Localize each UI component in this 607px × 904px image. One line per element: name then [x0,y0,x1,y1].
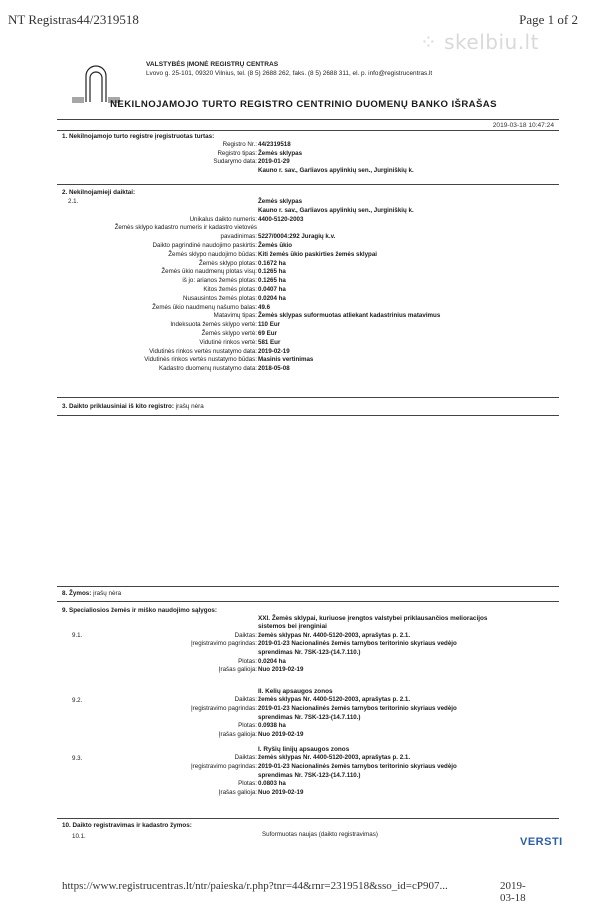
footer-date: 2019-03-18 [500,880,526,904]
field-value: 2019-01-23 Nacionalinės žemės tarnybos teritorinio skyriaus vedėjo [258,763,457,770]
field-value: 2019-01-29 [258,158,290,166]
field-row [0,705,607,713]
field-label: Plotas: [238,722,257,730]
field-label: Žemės ūkio naudmenų plotas visų: [161,268,257,276]
field-row [0,150,607,158]
field-row [0,731,607,739]
field-label: Įregistravimo pagrindas: [190,640,257,648]
section-8 [62,590,121,597]
section-3-value: įrašų nėra [175,403,204,410]
field-label: Daikto pagrindinė naudojimo paskirtis: [152,242,257,249]
section-3 [62,403,204,410]
divider [57,397,559,398]
field-label: Nusausintos žemės plotas: [183,294,257,302]
field-value: Kauno r. sav., Garliavos apylinkių sen., Jurginiškių k. [258,206,414,214]
field-label: Plotas: [238,780,257,788]
field-row [0,251,607,259]
field-row [0,321,607,329]
field-value: 2019-02-19 [258,347,290,355]
field-value: žemės sklypas Nr. 4400-5120-2003, aprašytas p. 2.1. [258,631,411,639]
field-label: Daiktas: [234,696,257,704]
field-row [0,356,607,364]
field-row [0,268,607,276]
field-row [0,198,607,206]
field-value: 0.0204 ha [258,294,286,302]
field-row [0,295,607,303]
field-value: Žemės sklypas [258,198,303,205]
field-value: 110 Eur [258,321,281,329]
timestamp: 2019-03-18 10:47:24 [492,122,554,129]
field-row [0,666,607,674]
field-value: Kiti žemės ūkio paskirties žemės sklypai [258,250,377,258]
field-row [0,754,607,762]
field-value: 2018-05-08 [258,365,290,373]
field-value: 2019-01-23 Nacionalinės žemės tarnybos teritorinio skyriaus vedėjo [258,705,457,712]
field-value: Masinis vertinimas [258,356,314,364]
field-row [0,304,607,312]
field-row [0,330,607,338]
print-header-page: Page 1 of 2 [519,12,578,27]
item-number: 9.2. [72,697,83,704]
print-footer [62,880,526,904]
section-1-title: 1. Nekilnojamojo turto registre įregistruotas turtas: [62,133,215,140]
field-label: Sudarymo data: [213,158,257,166]
field-value: Žemės sklypas suformuotas atliekant kadastrinius matavimus [258,312,441,320]
field-label: Unikalus daikto numeris: [189,215,257,223]
field-label: Registro tipas: [217,149,257,157]
field-value: 4400-5120-2003 [258,215,304,223]
field-label: iš jo: arianos žemės plotas: [182,277,257,285]
field-value: 69 Eur [258,330,277,337]
field-value: Kauno r. sav., Garliavos apylinkių sen., Jurginiškių k. [258,166,414,174]
field-row [0,158,607,166]
field-value: Žemės sklypas [258,149,303,157]
org-name: VALSTYBĖS ĮMONĖ REGISTRŲ CENTRAS [146,61,279,68]
field-row [0,649,607,657]
field-label: Įrašas galioja: [218,666,257,674]
field-value: 0.0803 ha [258,780,286,788]
field-value: Žemės ūkio [258,242,293,249]
field-label: Žemės sklypo naudojimo būdas: [168,250,257,258]
item-number: 9.3. [72,755,83,762]
divider [57,184,559,185]
field-value: Nuo 2019-02-19 [258,666,304,674]
field-value: 5227/0004:292 Juragių k.v. [258,233,336,241]
org-address: Lvovo g. 25-101, 09320 Vilnius, tel. (8 5) 2688 262, faks. (8 5) 2688 311, el. p. info@registrucentras.lt [146,70,433,77]
field-value: sprendimas Nr. 7SK-123-(14.7.110.) [258,713,361,721]
field-label: Žemės ūkio naudmenų našumo balas: [152,303,257,311]
field-label: Įrašas galioja: [218,788,257,796]
field-label: Kitos žemės plotas: [203,286,257,293]
field-label: Vidutinės rinkos vertės nustatymo data: [149,347,257,355]
field-label: Vidutinė rinkos vertė: [199,338,257,346]
field-value: 0.0204 ha [258,657,286,665]
field-value: 0.0938 ha [258,722,286,730]
field-label: Registro Nr.: [222,141,257,148]
field-value: 581 Eur [258,338,281,346]
field-row [0,640,607,648]
field-label: pavadinimas: [220,233,257,241]
field-row [0,216,607,224]
field-row [0,714,607,722]
field-row [0,348,607,356]
field-row [0,632,607,640]
divider [57,130,559,131]
field-row [0,207,607,215]
item-number: 9.1. [72,632,83,639]
section-9-title: 9. Specialiosios žemės ir miško naudojimo sąlygos: [62,607,218,614]
field-row [0,789,607,797]
item-number: 10.1. [72,833,86,840]
section-3-title: 3. Daikto priklausiniai iš kito registro: [62,403,174,410]
field-value: 49.6 [258,303,271,311]
footer-url: https://www.registrucentras.lt/ntr/paieska/r.php?tnr=44&rnr=2319518&sso_id=cP907... [62,880,448,892]
field-row [0,772,607,780]
field-value: 0.1265 ha [258,277,286,285]
field-label: Žemės sklypo plotas: [198,259,257,267]
field-value: žemės sklypas Nr. 4400-5120-2003, aprašytas p. 2.1. [258,696,411,704]
field-label: Įregistravimo pagrindas: [190,763,257,770]
translate-button[interactable]: VERSTI [520,836,563,848]
field-label: Indeksuota žemės sklypo vertė: [170,321,257,329]
condition-heading: II. Kelių apsaugos zonos [258,688,333,695]
section-2-title: 2. Nekilnojamieji daiktai: [62,189,136,196]
field-label: Įrašas galioja: [218,730,257,738]
org-header [146,60,432,78]
field-label: Kadastro duomenų nustatymo data: [158,365,257,373]
section-10-title: 10. Daikto registravimas ir kadastro žymos: [62,822,192,829]
section-8-title: 8. Žymos: [62,590,92,597]
field-row [0,696,607,704]
divider [57,586,559,587]
field-row [0,167,607,175]
divider [57,415,559,416]
field-label: Žemės sklypo vertė: [201,330,257,337]
field-value: 0.1672 ha [258,259,286,267]
field-row [0,141,607,149]
field-value: 44/2319518 [258,141,291,148]
field-row [0,277,607,285]
field-row [0,339,607,347]
field-label: Daiktas: [234,754,257,762]
watermark: ⁘ skelbiu.lt [420,30,539,54]
print-header-title: NT Registras44/2319518 [8,12,139,27]
field-row [0,312,607,320]
field-row [0,780,607,788]
field-label: Matavimų tipas: [213,312,257,320]
field-value: 0.1265 ha [258,268,286,276]
section-10-value: Suformuotas naujas (daikto registravimas) [262,831,378,838]
field-row [0,658,607,666]
divider [57,119,559,120]
condition-heading: XXI. Žemės sklypai, kuriuose įrengtos valstybei priklausančios melioracijos [258,615,488,622]
field-label: Žemės sklypo kadastro numeris ir kadastro vietovės [114,224,257,232]
field-value: sprendimas Nr. 7SK-123-(14.7.110.) [258,649,361,656]
field-value: 0.0407 ha [258,286,286,293]
field-label: Plotas: [238,657,257,665]
condition-heading: sistemos bei įrenginiai [258,623,327,631]
divider [57,601,559,602]
field-value: Nuo 2019-02-19 [258,788,304,796]
field-row [0,763,607,771]
field-row [0,365,607,373]
field-row [0,224,607,232]
field-label: Vidutinės rinkos vertės nustatymo būdas: [144,356,257,364]
field-row [0,260,607,268]
divider [57,818,559,819]
condition-heading: I. Ryšių linijų apsaugos zonos [258,746,350,753]
item-number: 2.1. [68,198,79,205]
document-title: NEKILNOJAMOJO TURTO REGISTRO CENTRINIO DUOMENŲ BANKO IŠRAŠAS [110,99,497,110]
field-label: Įregistravimo pagrindas: [190,705,257,712]
field-value: sprendimas Nr. 7SK-123-(14.7.110.) [258,771,361,779]
field-value: žemės sklypas Nr. 4400-5120-2003, aprašytas p. 2.1. [258,754,411,762]
field-label: Daiktas: [234,631,257,639]
field-row [0,286,607,294]
section-8-value: įrašų nėra [93,590,122,597]
field-row [0,242,607,250]
field-row [0,233,607,241]
field-value: 2019-01-23 Nacionalinės žemės tarnybos teritorinio skyriaus vedėjo [258,640,457,648]
field-row [0,722,607,730]
field-value: Nuo 2019-02-19 [258,730,304,738]
